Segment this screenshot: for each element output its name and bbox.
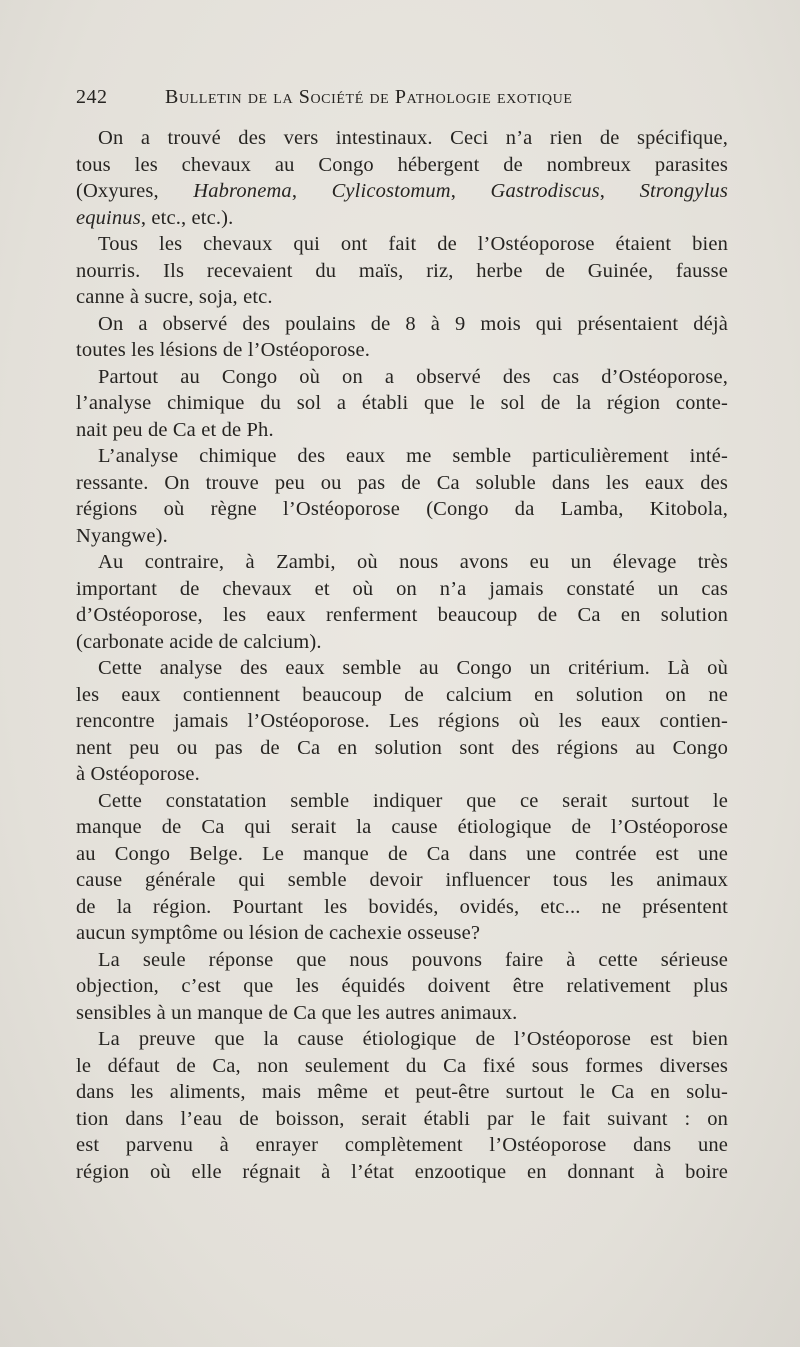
- italic-term: Cylicostomum: [331, 180, 451, 202]
- text-line: important de chevaux et où on n’a jamais constaté un cas: [76, 577, 728, 600]
- text-line: l’analyse chimique du sol a établi que le sol de la région conte-: [76, 392, 728, 414]
- text-line: les eaux contiennent beaucoup de calcium en solution on ne: [76, 683, 728, 706]
- text-line: (carbonate acide de calcium).: [76, 630, 322, 653]
- page-number: 242: [76, 86, 108, 108]
- text-segment: ,: [599, 180, 640, 202]
- text-line: sensibles à un manque de Ca que les autres animaux.: [76, 1001, 518, 1024]
- text-line: toutes les lésions de l’Ostéoporose.: [76, 339, 371, 361]
- text-line: objection, c’est que les équidés doivent être relativement plus: [76, 975, 728, 997]
- text-segment: ,: [450, 180, 491, 202]
- text-line: On a trouvé des vers intestinaux. Ceci n’a rien de spécifique,: [98, 127, 728, 149]
- text-line: La preuve que la cause étiologique de l’Ostéoporose est bien: [98, 1028, 728, 1050]
- text-segment: , etc., etc.).: [140, 206, 234, 229]
- text-segment: (Oxyures,: [76, 180, 194, 202]
- text-line: rencontre jamais l’Ostéoporose. Les régions où les eaux contien-: [76, 710, 728, 732]
- text-line: Au contraire, à Zambi, où nous avons eu un élevage très: [98, 551, 728, 573]
- text-line: dans les aliments, mais même et peut-être surtout le Ca en solu-: [76, 1081, 728, 1103]
- text-segment: ,: [291, 180, 332, 202]
- page-header: [76, 86, 726, 116]
- body-text: [76, 125, 728, 1185]
- text-line: le défaut de Ca, non seulement du Ca fixé sous formes diverses: [76, 1054, 728, 1077]
- text-line: [76, 178, 728, 205]
- text-line: Cette analyse des eaux semble au Congo un critérium. Là où: [98, 657, 728, 679]
- text-line: nait peu de Ca et de Ph.: [76, 418, 274, 441]
- text-line: canne à sucre, soja, etc.: [76, 286, 273, 308]
- italic-term: equinus: [76, 206, 141, 229]
- text-line: est parvenu à enrayer complètement l’Ostéoporose dans une: [76, 1134, 728, 1156]
- text-line: On a observé des poulains de 8 à 9 mois qui présentaient déjà: [98, 312, 728, 335]
- text-line: ressante. On trouve peu ou pas de Ca soluble dans les eaux des: [76, 471, 728, 494]
- text-line: cause générale qui semble devoir influencer tous les animaux: [76, 869, 728, 891]
- text-line: région où elle régnait à l’état enzootique en donnant à boire: [76, 1160, 728, 1183]
- text-line: à Ostéoporose.: [76, 763, 200, 785]
- text-line: Tous les chevaux qui ont fait de l’Ostéoporose étaient bien: [98, 233, 728, 255]
- italic-term: Strongylus: [639, 180, 728, 202]
- text-line: au Congo Belge. Le manque de Ca dans une contrée est une: [76, 842, 728, 865]
- text-line: Partout au Congo où on a observé des cas d’Ostéoporose,: [98, 365, 728, 388]
- text-line: de la région. Pourtant les bovidés, ovidés, etc... ne présentent: [76, 895, 728, 918]
- text-line: manque de Ca qui serait la cause étiologique de l’Ostéoporose: [76, 816, 728, 838]
- text-line: d’Ostéoporose, les eaux renferment beaucoup de Ca en solution: [76, 604, 728, 626]
- text-line: La seule réponse que nous pouvons faire à cette sérieuse: [98, 948, 728, 971]
- text-line: L’analyse chimique des eaux me semble particulièrement inté-: [98, 445, 728, 467]
- text-line: [76, 205, 728, 232]
- running-title: Bulletin de la Société de Pathologie exotique: [165, 86, 573, 108]
- italic-term: Gastrodiscus: [490, 180, 600, 202]
- text-line: aucun symptôme ou lésion de cachexie osseuse?: [76, 922, 481, 944]
- text-line: régions où règne l’Ostéoporose (Congo da Lamba, Kitobola,: [76, 498, 728, 520]
- text-line: tous les chevaux au Congo hébergent de nombreux parasites: [76, 153, 728, 176]
- italic-term: Habronema: [193, 180, 292, 202]
- text-line: Cette constatation semble indiquer que ce serait surtout le: [98, 789, 728, 812]
- text-line: nent peu ou pas de Ca en solution sont des régions au Congo: [76, 736, 728, 759]
- text-line: Nyangwe).: [76, 524, 168, 547]
- text-line: tion dans l’eau de boisson, serait établi par le fait suivant : on: [76, 1107, 728, 1130]
- text-line: nourris. Ils recevaient du maïs, riz, herbe de Guinée, fausse: [76, 259, 728, 282]
